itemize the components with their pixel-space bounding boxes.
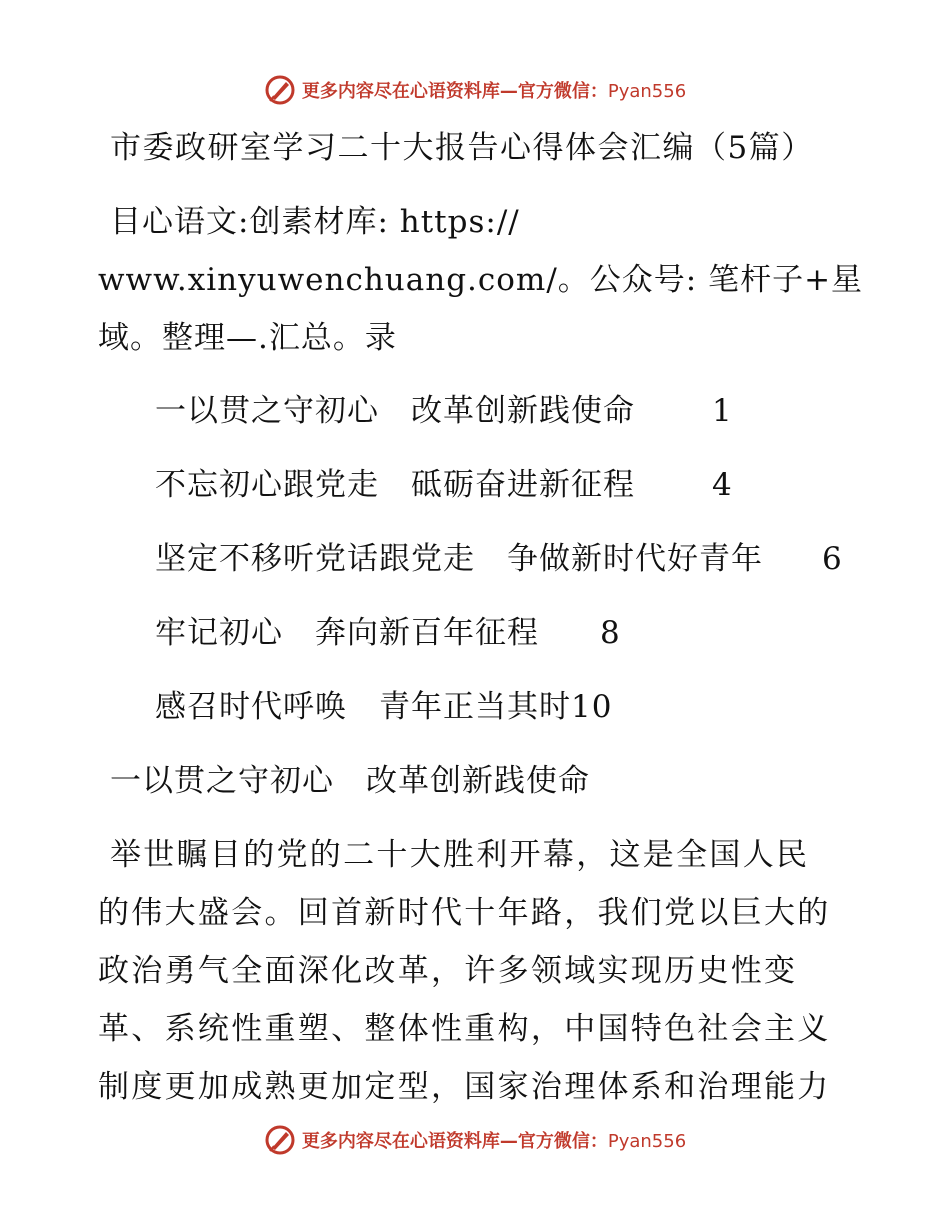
toc-item-title: 坚定不移听党话跟党走 争做新时代好青年 xyxy=(155,541,763,577)
intro-line-3: 域。整理—.汇总。录 xyxy=(98,320,397,356)
document-title: 市委政研室学习二十大报告心得体会汇编（5篇） xyxy=(110,130,814,166)
toc-item-4[interactable] xyxy=(155,613,539,653)
watermark-banner-top xyxy=(0,70,950,110)
toc-item-3-page: 6 xyxy=(822,541,843,577)
body-line-3: 政治勇气全面深化改革，许多领域实现历史性变 xyxy=(98,953,798,989)
toc-item-1-page: 1 xyxy=(712,393,733,429)
toc-item-1[interactable] xyxy=(155,391,635,431)
watermark-official-label: 官方微信： xyxy=(517,81,608,102)
watermark-banner-bottom xyxy=(0,1120,950,1160)
body-line-5: 制度更加成熟更加定型，国家治理体系和治理能力 xyxy=(98,1069,831,1105)
toc-item-title: 一以贯之守初心 改革创新践使命 xyxy=(155,393,635,429)
watermark-text xyxy=(302,77,686,103)
toc-item-title: 感召时代呼唤 青年正当其时 xyxy=(155,689,571,725)
toc-item-2[interactable] xyxy=(155,465,635,505)
watermark-wechat-id: Pyan556 xyxy=(607,81,687,102)
watermark-wechat-id: Pyan556 xyxy=(607,1131,687,1152)
body-line-2: 的伟大盛会。回首新时代十年路，我们党以巨大的 xyxy=(98,895,831,931)
watermark-site-label: 更多内容尽在心语资料库 xyxy=(301,1131,500,1152)
toc-item-2-page: 4 xyxy=(712,467,733,503)
body-line-1: 举世瞩目的党的二十大胜利开幕，这是全国人民 xyxy=(110,837,810,873)
toc-item-4-page: 8 xyxy=(600,615,621,651)
quill-logo-icon xyxy=(264,74,296,106)
toc-item-5-page: 10 xyxy=(571,689,613,725)
section-heading: 一以贯之守初心 改革创新践使命 xyxy=(110,763,590,799)
toc-item-5[interactable] xyxy=(155,687,612,727)
intro-line-2: www.xinyuwenchuang.com/。公众号: 笔杆子+星 xyxy=(98,262,864,298)
watermark-text xyxy=(302,1127,686,1153)
intro-line-1: 目心语文:创素材库: https:// xyxy=(110,204,520,240)
watermark-dash: — xyxy=(499,81,518,102)
toc-item-title: 牢记初心 奔向新百年征程 xyxy=(155,615,539,651)
watermark-official-label: 官方微信： xyxy=(517,1131,608,1152)
body-line-4: 革、系统性重塑、整体性重构，中国特色社会主义 xyxy=(98,1011,831,1047)
toc-item-3[interactable] xyxy=(155,539,763,579)
watermark-site-label: 更多内容尽在心语资料库 xyxy=(301,81,500,102)
watermark-dash: — xyxy=(499,1131,518,1152)
quill-logo-icon xyxy=(264,1124,296,1156)
toc-item-title: 不忘初心跟党走 砥砺奋进新征程 xyxy=(155,467,635,503)
